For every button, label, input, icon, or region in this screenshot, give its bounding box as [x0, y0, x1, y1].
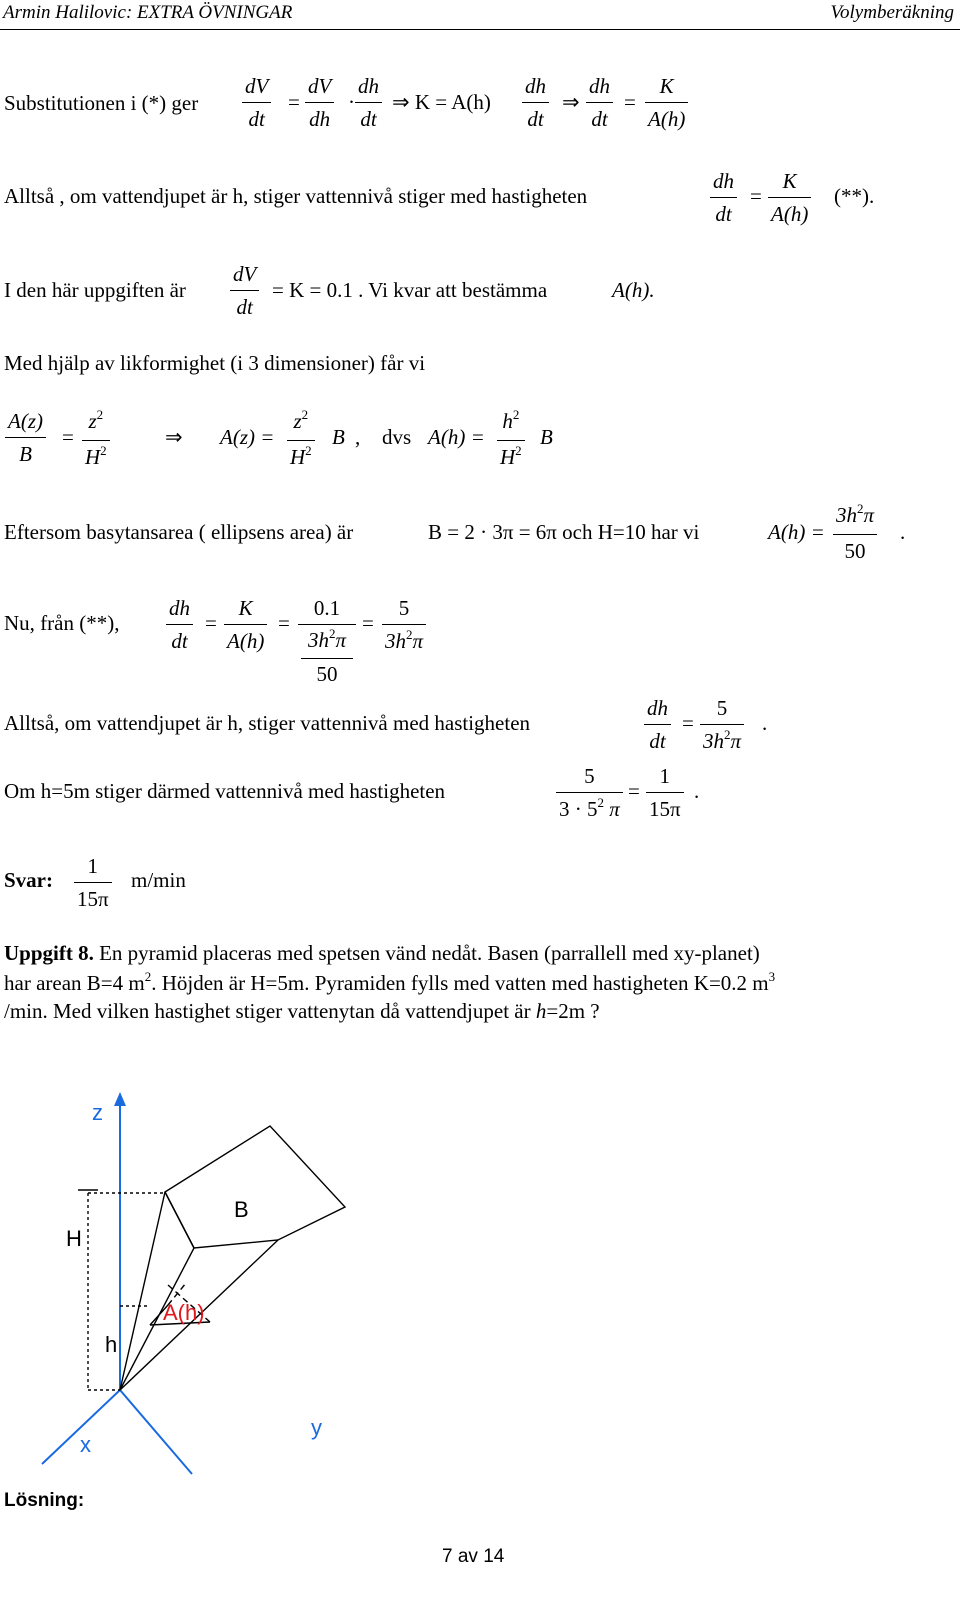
frac-01-complex: 0.1 $3h^2\pi$ 50	[298, 592, 356, 689]
label-x: x	[80, 1432, 91, 1457]
frac-3h2pi-50: $3h^2\pi$ 50	[833, 499, 877, 567]
implies-K-Ah: ⇒ K = A(h)	[392, 90, 491, 114]
frac-1-15pi: 1 15π	[646, 760, 684, 825]
line6-calc: B = 2 · 3π = 6π och H=10 har vi	[428, 520, 700, 544]
uppgift-line3: /min. Med vilken hastighet stiger vattenytan då vattendjupet är h=2m ?	[4, 999, 600, 1023]
losning-label: Lösning:	[4, 1490, 85, 1511]
header-divider	[0, 29, 960, 30]
B-factor-2: B	[540, 425, 553, 449]
line1-text: Substitutionen i (*) ger	[4, 91, 199, 115]
eq-sign: =	[628, 779, 640, 803]
frac-5-35pi: 5 $3 \cdot 5^2$ π	[556, 760, 623, 828]
line3-text: I den här uppgiften är	[4, 278, 186, 302]
page-number: 7 av 14	[442, 1546, 505, 1567]
line6-text: Eftersom basytansarea ( ellipsens area) är	[4, 520, 354, 544]
eq-sign: =	[750, 184, 762, 208]
frac-z2-H2-b: $z^2$ $H^2$	[287, 405, 315, 476]
frac-dh-dt-l8: dh dt	[644, 692, 671, 757]
line2-text: Alltså , om vattendjupet är h, stiger vattennivå stiger med hastigheten	[4, 184, 588, 208]
Az-eq: A(z) =	[220, 425, 275, 449]
label-H: H	[66, 1226, 82, 1251]
frac-z2-H2: $z^2$ $H^2$	[82, 405, 110, 476]
frac-dh-dt-2: dh dt	[522, 70, 549, 135]
frac-dh-dt: dh dt	[355, 70, 382, 135]
label-B: B	[234, 1197, 249, 1222]
period: .	[900, 520, 906, 544]
comma: ,	[355, 425, 361, 449]
svar-label: Svar:	[4, 868, 53, 892]
pyramid-base	[165, 1126, 345, 1248]
cdot: ·	[348, 90, 355, 114]
eq-sign: =	[682, 711, 694, 735]
frac-dV-dt: dV dt	[242, 70, 271, 135]
period: .	[762, 711, 768, 735]
frac-dh-dt-l7: dh dt	[166, 592, 193, 657]
eq-sign: =	[278, 611, 290, 635]
uppgift-text1: En pyramid placeras med spetsen vänd nedåt. Basen (parrallell med xy-planet)	[99, 941, 760, 965]
header-right: Volymberäkning	[830, 2, 954, 23]
svar-unit: m/min	[131, 868, 186, 892]
frac-5-3h2pi-l8: 5 $3h^2\pi$	[700, 692, 744, 760]
implies-arrow: ⇒	[165, 425, 183, 449]
header-left: Armin Halilovic: EXTRA ÖVNINGAR	[3, 2, 293, 23]
label-y: y	[311, 1415, 322, 1440]
frac-dh-dt-l2: dh dt	[710, 165, 737, 230]
uppgift-title: Uppgift 8.	[4, 941, 94, 965]
frac-K-Ah: K A(h)	[645, 70, 688, 135]
label-z: z	[92, 1100, 103, 1125]
uppgift-line1	[4, 941, 760, 966]
frac-Az-B: A(z) B	[5, 405, 46, 470]
y-axis	[120, 1390, 192, 1474]
implies-arrow: ⇒	[562, 90, 580, 114]
label-h: h	[105, 1332, 118, 1357]
z-axis-arrowhead	[114, 1092, 126, 1106]
frac-dV-dt-l3: dV dt	[230, 258, 259, 323]
line4-text: Med hjälp av likformighet (i 3 dimensioner) får vi	[4, 351, 426, 375]
Ah-eq-l6: A(h) =	[768, 520, 825, 544]
line3-Ah: A(h).	[612, 278, 655, 302]
B-factor: B	[332, 425, 345, 449]
pyramid-figure	[0, 1040, 960, 1600]
eq-sign: =	[205, 611, 217, 635]
dvs-label: dvs	[382, 425, 412, 449]
uppgift-line2: har arean B=4 $m^2$. Höjden är H=5m. Pyramiden fylls med vatten med hastigheten K=0.2 $m^3$	[4, 969, 776, 995]
frac-K-Ah-l7: K A(h)	[224, 592, 267, 657]
frac-dV-dh: dV dh	[305, 70, 334, 135]
eq-sign: =	[288, 90, 300, 114]
svar-frac: 1 15π	[74, 850, 112, 915]
eq-sign: =	[362, 611, 374, 635]
frac-dh-dt-3: dh dt	[586, 70, 613, 135]
eq-sign: =	[62, 425, 74, 449]
tag-star-star: (**).	[834, 184, 875, 208]
line7-text: Nu, från (**),	[4, 611, 120, 635]
frac-h2-H2: $h^2$ $H^2$	[497, 405, 525, 476]
frac-5-3h2pi: 5 $3h^2\pi$	[382, 592, 426, 660]
line9-text: Om h=5m stiger därmed vattennivå med hastigheten	[4, 779, 446, 803]
Ah-eq: A(h) =	[428, 425, 485, 449]
line3-rest: = K = 0.1 . Vi kvar att bestämma	[272, 278, 548, 302]
eq-sign: =	[624, 90, 636, 114]
line8-text: Alltså, om vattendjupet är h, stiger vattennivå med hastigheten	[4, 711, 531, 735]
label-Ah: A(h)	[163, 1300, 205, 1325]
period: .	[694, 779, 700, 803]
frac-K-Ah-l2: K A(h)	[768, 165, 811, 230]
